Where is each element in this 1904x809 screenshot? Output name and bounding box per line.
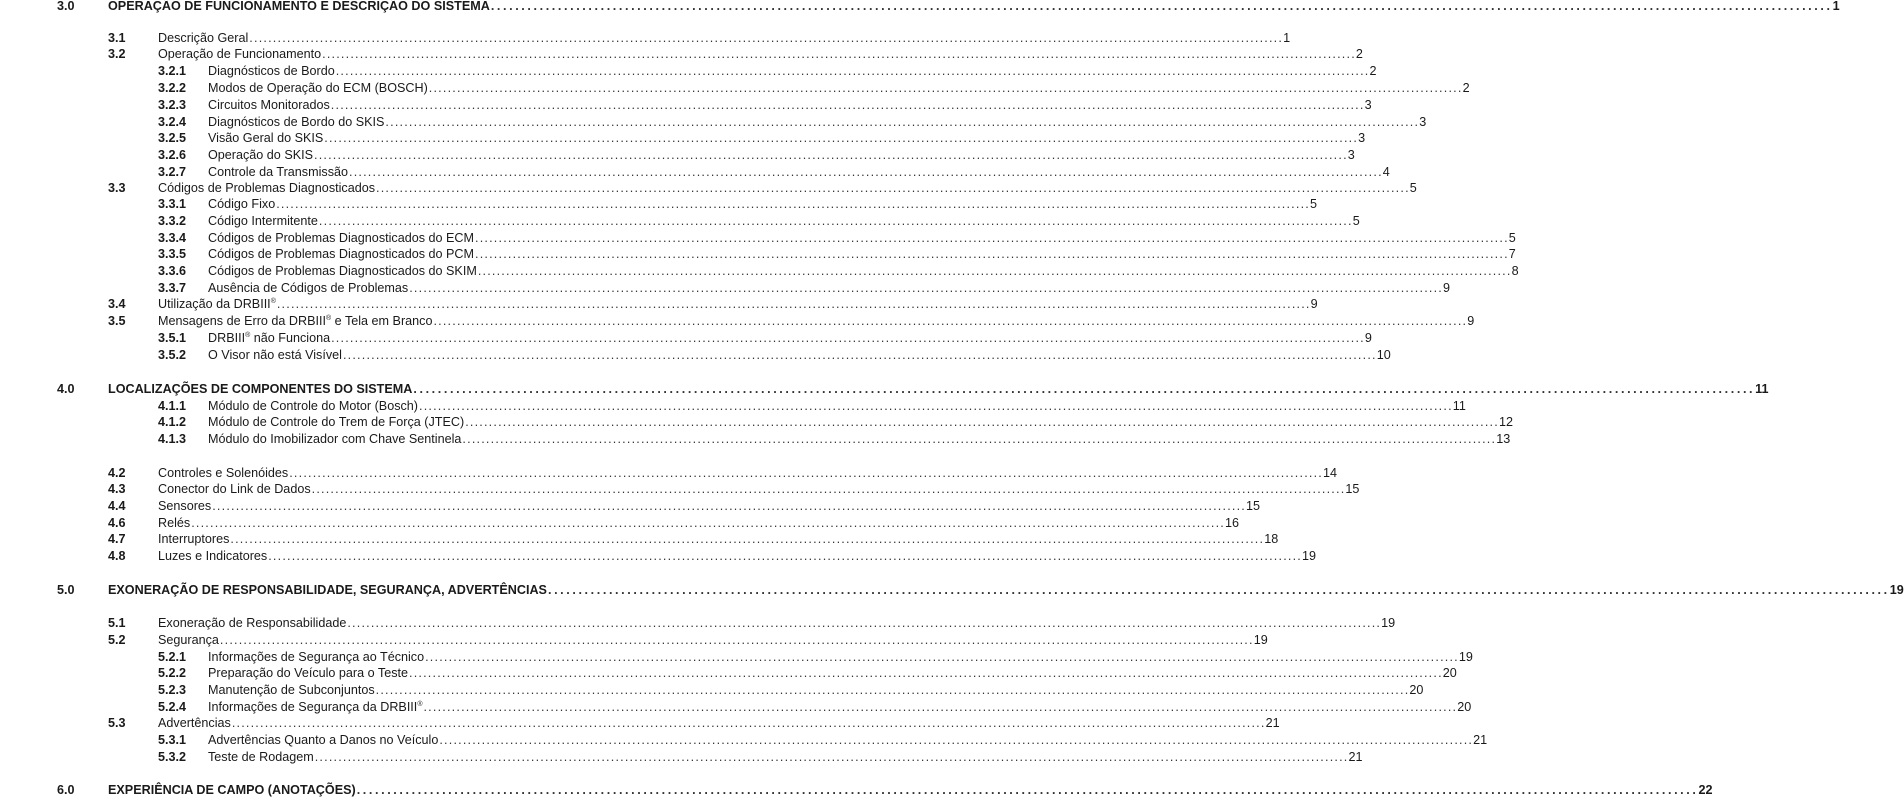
toc-entry-page: 5 [1309,197,1317,211]
toc-entry-page: 19 [1458,650,1473,664]
toc-entry[interactable] [0,699,1472,715]
toc-entry-title: Códigos de Problemas Diagnosticados do SKIM [208,264,477,278]
toc-entry-page: 19 [1381,616,1396,630]
toc-entry-title: Luzes e Indicatores [158,549,268,563]
toc-dot-leader: ............................................................................................................................................................................................................................ [212,499,1246,513]
toc-entry[interactable] [0,180,1417,196]
toc-entry-page: 16 [1224,516,1239,530]
toc-entry-number: 5.2.1 [158,650,187,664]
toc-entry[interactable] [0,164,1390,180]
toc-dot-leader: ............................................................................................................................................................................................................................ [475,231,1509,245]
toc-entry-number: 5.3.1 [158,733,187,747]
toc-dot-leader: ............................................................................................................................................................................................................................ [219,633,1254,647]
toc-entry-title: Códigos de Problemas Diagnosticados do ECM [208,231,475,245]
toc-entry[interactable] [0,97,1372,113]
toc-entry-number: 3.2.2 [158,81,187,95]
toc-entry-title: Módulo de Controle do Trem de Força (JTEC) [208,415,465,429]
toc-dot-leader: ............................................................................................................................................................................................................................ [330,98,1365,112]
toc-dot-leader: ............................................................................................................................................................................................................................ [423,700,1458,714]
toc-dot-leader: ............................................................................................................................................................................................................................ [439,733,1474,747]
toc-entry-title: Visão Geral do SKIS [208,131,324,145]
toc-entry-page: 21 [1265,716,1280,730]
toc-entry-title: Controle da Transmissão [208,165,348,179]
toc-entry-title: DRBIII® não Funciona [208,331,331,345]
toc-entry-number: 3.0 [57,0,75,13]
toc-dot-leader: ............................................................................................................................................................................................................................ [331,331,1365,345]
toc-entry-number: 3.4 [108,297,126,311]
toc-entry-title: Sensores [158,499,212,513]
toc-entry-title: Manutenção de Subconjuntos [208,683,375,697]
toc-entry-title: Códigos de Problemas Diagnosticados do PCM [208,247,475,261]
toc-entry-title: OPERAÇÃO DE FUNCIONAMENTO E DESCRIÇÃO DO SISTEMA [108,0,490,13]
toc-dot-leader: ............................................................................................................................................................................................................................ [342,348,1377,362]
toc-entry-title: Códigos de Problemas Diagnosticados [158,181,376,195]
toc-entry-page: 5 [1409,181,1417,195]
toc-entry-number: 3.3.7 [158,281,187,295]
toc-entry-page: 9 [1310,297,1318,311]
toc-entry[interactable] [0,0,1840,14]
toc-dot-leader: ............................................................................................................................................................................................................................ [347,616,1382,630]
toc-entry[interactable] [0,347,1391,363]
toc-entry-page: 20 [1409,683,1424,697]
toc-entry[interactable] [0,296,1318,312]
toc-entry-page: 7 [1508,247,1516,261]
toc-entry-page: 9 [1467,314,1475,328]
toc-entry[interactable] [0,615,1396,631]
toc-dot-leader: ............................................................................................................................................................................................................................ [477,264,1512,278]
toc-entry-title: Código Intermitente [208,214,318,228]
toc-dot-leader: ............................................................................................................................................................................................................................ [425,650,1459,664]
toc-dot-leader: ............................................................................................................................................................................................................................ [428,81,1463,95]
toc-entry-page: 3 [1358,131,1366,145]
toc-entry-page: 1 [1832,0,1840,13]
toc-entry-page: 9 [1364,331,1372,345]
toc-entry-title: Interruptores [158,532,230,546]
toc-entry[interactable] [0,465,1338,481]
toc-dot-leader: ............................................................................................................................................................................................................................ [375,683,1410,697]
toc-entry[interactable] [0,114,1427,130]
toc-entry[interactable] [0,632,1268,648]
toc-entry[interactable] [0,147,1355,163]
toc-entry[interactable] [0,582,1904,598]
toc-entry-title: Código Fixo [208,197,276,211]
toc-entry-page: 20 [1457,700,1472,714]
toc-entry-number: 4.0 [57,382,75,396]
toc-entry[interactable] [0,30,1291,46]
toc-entry-page: 20 [1442,666,1457,680]
toc-entry-title: Diagnósticos de Bordo [208,64,335,78]
toc-dot-leader: ............................................................................................................................................................................................................................ [276,197,1310,211]
toc-entry[interactable] [0,196,1317,212]
toc-entry-title: Advertências [158,716,231,730]
toc-entry[interactable] [0,246,1516,262]
toc-entry-number: 3.3 [108,181,126,195]
toc-entry-number: 3.5.2 [158,348,187,362]
toc-entry-number: 3.2 [108,47,126,61]
toc-entry-page: 2 [1369,64,1377,78]
toc-entry-page: 11 [1755,382,1769,396]
toc-entry-title: Controles e Solenóides [158,466,289,480]
toc-entry-number: 5.2 [108,633,126,647]
toc-entry-number: 5.2.2 [158,666,187,680]
toc-entry[interactable] [0,398,1466,414]
toc-entry-number: 5.1 [108,616,126,630]
toc-entry[interactable] [0,263,1519,279]
toc-entry-number: 3.3.1 [158,197,187,211]
toc-entry-title: Informações de Segurança ao Técnico [208,650,425,664]
toc-entry-title: Mensagens de Erro da DRBIII® e Tela em Branco [158,314,433,328]
toc-entry[interactable] [0,130,1366,146]
toc-entry-page: 22 [1698,783,1713,797]
toc-dot-leader: ............................................................................................................................................................................................................................ [276,297,1311,311]
toc-entry-title: EXPERIÊNCIA DE CAMPO (ANOTAÇÕES) [108,783,356,797]
toc-dot-leader: ............................................................................................................................................................................................................................ [322,47,1356,61]
toc-entry-page: 14 [1323,466,1338,480]
toc-entry-page: 3 [1364,98,1372,112]
toc-entry-title: Diagnósticos de Bordo do SKIS [208,115,385,129]
toc-entry-title: O Visor não está Visível [208,348,342,362]
toc-entry-page: 19 [1889,583,1904,597]
toc-dot-leader: ............................................................................................................................................................................................................................ [324,131,1359,145]
toc-dot-leader: ............................................................................................................................................................................................................................ [419,399,1453,413]
toc-entry-title: Circuitos Monitorados [208,98,330,112]
toc-dot-leader: ............................................................................................................................................................................................................................ [409,666,1443,680]
toc-entry-number: 6.0 [57,783,75,797]
toc-entry-page: 8 [1511,264,1519,278]
toc-dot-leader: ............................................................................................................................................................................................................................ [385,115,1420,129]
toc-entry-number: 3.5.1 [158,331,187,345]
toc-dot-leader: ............................................................................................................................................................................................................................ [249,31,1284,45]
toc-entry-page: 12 [1498,415,1513,429]
toc-dot-leader: ............................................................................................................................................................................................................................ [191,516,1225,530]
toc-entry[interactable] [0,230,1516,246]
toc-dot-leader: ............................................................................................................................................................................................................................ [318,214,1353,228]
toc-entry[interactable] [0,313,1475,329]
toc-entry-title: Módulo do Imobilizador com Chave Sentinela [208,432,462,446]
toc-dot-leader: ............................................................................................................................................................................................................................ [413,382,1756,396]
toc-entry-page: 1 [1283,31,1291,45]
toc-entry-number: 4.1.3 [158,432,187,446]
toc-entry[interactable] [0,46,1363,62]
toc-dot-leader: ............................................................................................................................................................................................................................ [289,466,1323,480]
toc-entry-number: 3.3.4 [158,231,187,245]
toc-entry-page: 19 [1253,633,1268,647]
toc-dot-leader: ............................................................................................................................................................................................................................ [314,148,1348,162]
toc-entry-number: 4.7 [108,532,126,546]
toc-dot-leader: ............................................................................................................................................................................................................................ [349,165,1383,179]
toc-entry-number: 3.2.7 [158,165,187,179]
toc-dot-leader: ............................................................................................................................................................................................................................ [314,750,1349,764]
toc-entry-title: Segurança [158,633,219,647]
toc-entry-title: Operação do SKIS [208,148,314,162]
toc-dot-leader: ............................................................................................................................................................................................................................ [475,247,1509,261]
registered-mark: ® [417,701,423,708]
toc-dot-leader: ............................................................................................................................................................................................................................ [462,432,1497,446]
toc-entry-number: 4.2 [108,466,126,480]
toc-dot-leader: ............................................................................................................................................................................................................................ [311,482,1346,496]
toc-entry[interactable] [0,715,1280,731]
toc-entry-number: 3.3.6 [158,264,187,278]
toc-entry-title: Utilização da DRBIII® [158,297,276,311]
toc-entry-number: 4.6 [108,516,126,530]
toc-entry-number: 4.1.2 [158,415,187,429]
toc-entry-number: 4.1.1 [158,399,187,413]
toc-entry[interactable] [0,498,1261,514]
toc-entry[interactable] [0,213,1360,229]
toc-entry-title: Informações de Segurança da DRBIII® [208,700,423,714]
toc-entry-page: 2 [1462,81,1470,95]
toc-dot-leader: ............................................................................................................................................................................................................................ [230,532,1265,546]
toc-entry[interactable] [0,63,1377,79]
toc-entry-number: 3.2.4 [158,115,187,129]
toc-entry-number: 5.2.3 [158,683,187,697]
toc-entry-number: 3.2.1 [158,64,187,78]
toc-entry-page: 21 [1348,750,1363,764]
toc-entry-title: Ausência de Códigos de Problemas [208,281,409,295]
toc-entry-title: Descrição Geral [158,31,249,45]
toc-entry-page: 13 [1496,432,1511,446]
toc-entry-title: Modos de Operação do ECM (BOSCH) [208,81,428,95]
toc-entry-page: 3 [1347,148,1355,162]
toc-entry[interactable] [0,665,1457,681]
toc-entry[interactable] [0,481,1360,497]
toc-entry-title: Preparação do Veículo para o Teste [208,666,409,680]
toc-dot-leader: ............................................................................................................................................................................................................................ [376,181,1410,195]
toc-entry-page: 10 [1376,348,1391,362]
toc-dot-leader: ............................................................................................................................................................................................................................ [433,314,1468,328]
toc-dot-leader: ............................................................................................................................................................................................................................ [335,64,1370,78]
toc-dot-leader: ............................................................................................................................................................................................................................ [490,0,1833,13]
toc-entry[interactable] [0,280,1451,296]
toc-entry[interactable] [0,330,1372,346]
toc-entry-page: 4 [1382,165,1390,179]
toc-entry-number: 3.2.3 [158,98,187,112]
toc-entry-number: 5.2.4 [158,700,187,714]
toc-entry-number: 4.8 [108,549,126,563]
toc-entry-number: 3.2.5 [158,131,187,145]
toc-entry-page: 11 [1452,399,1466,413]
toc-dot-leader: ............................................................................................................................................................................................................................ [409,281,1444,295]
toc-entry-number: 3.5 [108,314,126,328]
toc-entry-number: 3.3.5 [158,247,187,261]
toc-entry[interactable] [0,749,1363,765]
toc-entry-title: Teste de Rodagem [208,750,314,764]
toc-entry-number: 3.3.2 [158,214,187,228]
toc-entry-page: 5 [1508,231,1516,245]
registered-mark: ® [326,315,332,322]
toc-entry-title: Exoneração de Responsabilidade [158,616,347,630]
toc-entry[interactable] [0,80,1470,96]
toc-entry-title: EXONERAÇÃO DE RESPONSABILIDADE, SEGURANÇA, ADVERTÊNCIAS [108,583,547,597]
toc-entry[interactable] [0,732,1488,748]
toc-dot-leader: ............................................................................................................................................................................................................................ [465,415,1499,429]
toc-entry-page: 9 [1443,281,1451,295]
toc-entry[interactable] [0,381,1769,397]
toc-entry-number: 3.1 [108,31,126,45]
toc-entry-page: 15 [1246,499,1261,513]
registered-mark: ® [270,298,276,305]
toc-entry-page: 5 [1352,214,1360,228]
toc-entry-title: LOCALIZAÇÕES DE COMPONENTES DO SISTEMA [108,382,413,396]
toc-dot-leader: ............................................................................................................................................................................................................................ [268,549,1302,563]
toc-entry-number: 5.3 [108,716,126,730]
toc-entry-page: 2 [1355,47,1363,61]
toc-entry-number: 4.4 [108,499,126,513]
toc-entry-page: 19 [1302,549,1317,563]
toc-entry-number: 5.0 [57,583,75,597]
toc-entry-title: Operação de Funcionamento [158,47,322,61]
toc-entry-page: 18 [1264,532,1279,546]
toc-dot-leader: ............................................................................................................................................................................................................................ [547,583,1890,597]
toc-entry-title: Módulo de Controle do Motor (Bosch) [208,399,418,413]
registered-mark: ® [245,332,251,339]
toc-entry-number: 4.3 [108,482,126,496]
toc-entry[interactable] [0,649,1473,665]
toc-entry-page: 15 [1345,482,1360,496]
toc-entry-title: Conector do Link de Dados [158,482,311,496]
toc-entry-page: 21 [1473,733,1488,747]
toc-entry-title: Relés [158,516,191,530]
toc-dot-leader: ............................................................................................................................................................................................................................ [231,716,1266,730]
toc-entry[interactable] [0,548,1317,564]
toc-entry[interactable] [0,782,1713,798]
toc-entry[interactable] [0,515,1239,531]
toc-dot-leader: ............................................................................................................................................................................................................................ [356,783,1699,797]
toc-entry[interactable] [0,414,1513,430]
toc-entry-number: 5.3.2 [158,750,187,764]
toc-entry[interactable] [0,431,1511,447]
toc-entry-number: 3.2.6 [158,148,187,162]
toc-entry-title: Advertências Quanto a Danos no Veículo [208,733,439,747]
toc-entry[interactable] [0,682,1424,698]
toc-entry[interactable] [0,531,1279,547]
toc-entry-page: 3 [1419,115,1427,129]
